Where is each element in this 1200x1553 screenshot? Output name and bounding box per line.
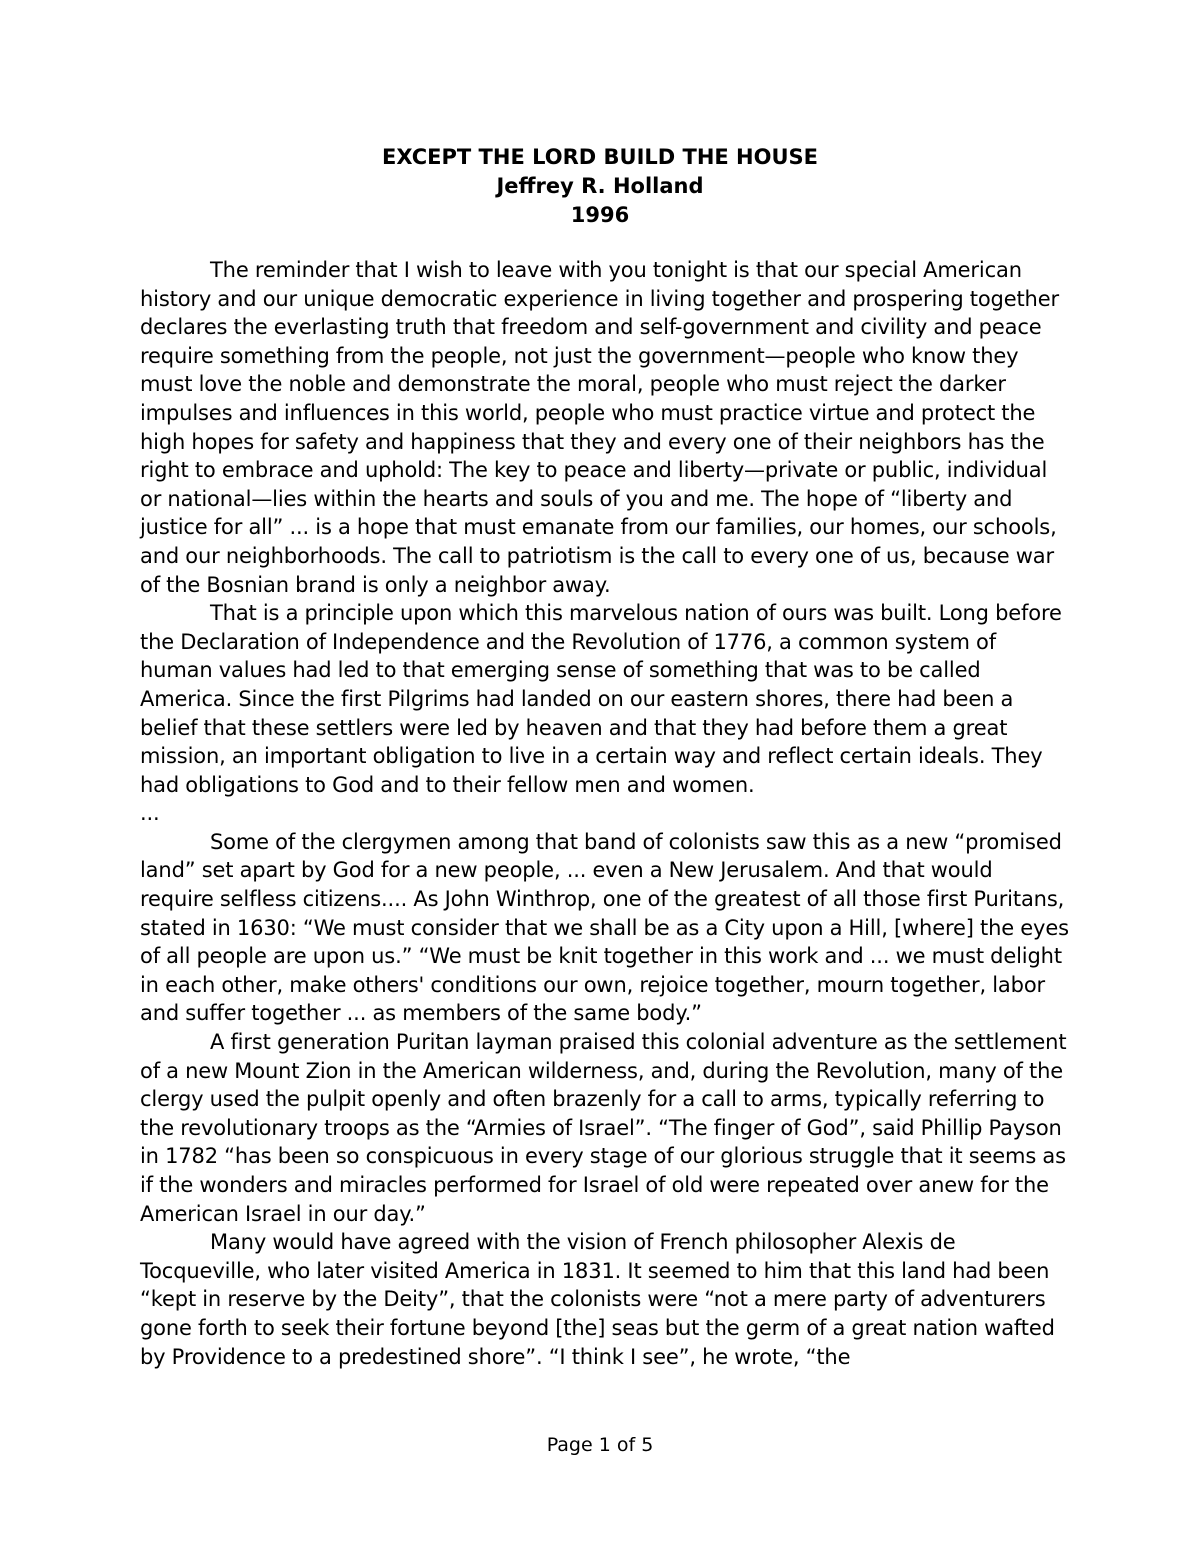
- paragraph: Some of the clergymen among that band of colonists saw this as a new “promised land” set apart by God for a new people, ... even a New Jerusalem. And that would require selfless citizens.... As John Winthrop, one of the greatest of all those first Puritans, stated in 1630: “We must consider that we shall be as a City upon a Hill, [where] the eyes of all people are upon us.” “We must be knit together in this work and ... we must delight in each other, make others' conditions our own, rejoice together, mourn together, labor and suffer together ... as members of the same body.”: [140, 829, 1069, 1026]
- document-author: Jeffrey R. Holland: [496, 174, 704, 198]
- document-year: 1996: [570, 203, 630, 227]
- paragraph: The reminder that I wish to leave with you tonight is that our special American history and our unique democratic experience in living together and prospering together declares the everlasting truth that freedom and self-government and civility and peace require something from the people, not just the government—people who know they must love the noble and demonstrate the moral, people who must reject the darker impulses and influences in this world, people who must practice virtue and protect the high hopes for safety and happiness that they and every one of their neighbors has the right to embrace and uphold: The key to peace and liberty—private or public, individual or national—lies within the hearts and souls of you and me. The hope of “liberty and justice for all” ... is a hope that must emanate from our families, our homes, our schools, and our neighborhoods. The call to patriotism is the call to every one of us, because war of the Bosnian brand is only a neighbor away.: [140, 258, 1059, 597]
- document-body: [140, 256, 1070, 1371]
- document-title: EXCEPT THE LORD BUILD THE HOUSE: [381, 145, 819, 169]
- paragraph: Many would have agreed with the vision of French philosopher Alexis de Tocqueville, who later visited America in 1831. It seemed to him that this land had been “kept in reserve by the Deity”, that the colonists were “not a mere party of adventurers gone forth to seek their fortune beyond [the] seas but the germ of a great nation wafted by Providence to a predestined shore”. “I think I see”, he wrote, “the: [140, 1230, 1055, 1369]
- paragraph: That is a principle upon which this marvelous nation of ours was built. Long before the Declaration of Independence and the Revolution of 1776, a common system of human values had led to that emerging sense of something that was to be called America. Since the first Pilgrims had landed on our eastern shores, there had been a belief that these settlers were led by heaven and that they had before them a great mission, an important obligation to live in a certain way and reflect certain ideals. They had obligations to God and to their fellow men and women.: [140, 601, 1062, 797]
- paragraph: A first generation Puritan layman praised this colonial adventure as the settlement of a new Mount Zion in the American wilderness, and, during the Revolution, many of the clergy used the pulpit openly and often brazenly for a call to arms, typically referring to the revolutionary troops as the “Armies of Israel”. “The finger of God”, said Phillip Payson in 1782 “has been so conspicuous in every stage of our glorious struggle that it seems as if the wonders and miracles performed for Israel of old were repeated over anew for the American Israel in our day.”: [140, 1030, 1067, 1226]
- document-header: [0, 143, 1200, 230]
- page-number: Page 1 of 5: [546, 1434, 654, 1456]
- ellipsis-separator: ...: [140, 801, 160, 826]
